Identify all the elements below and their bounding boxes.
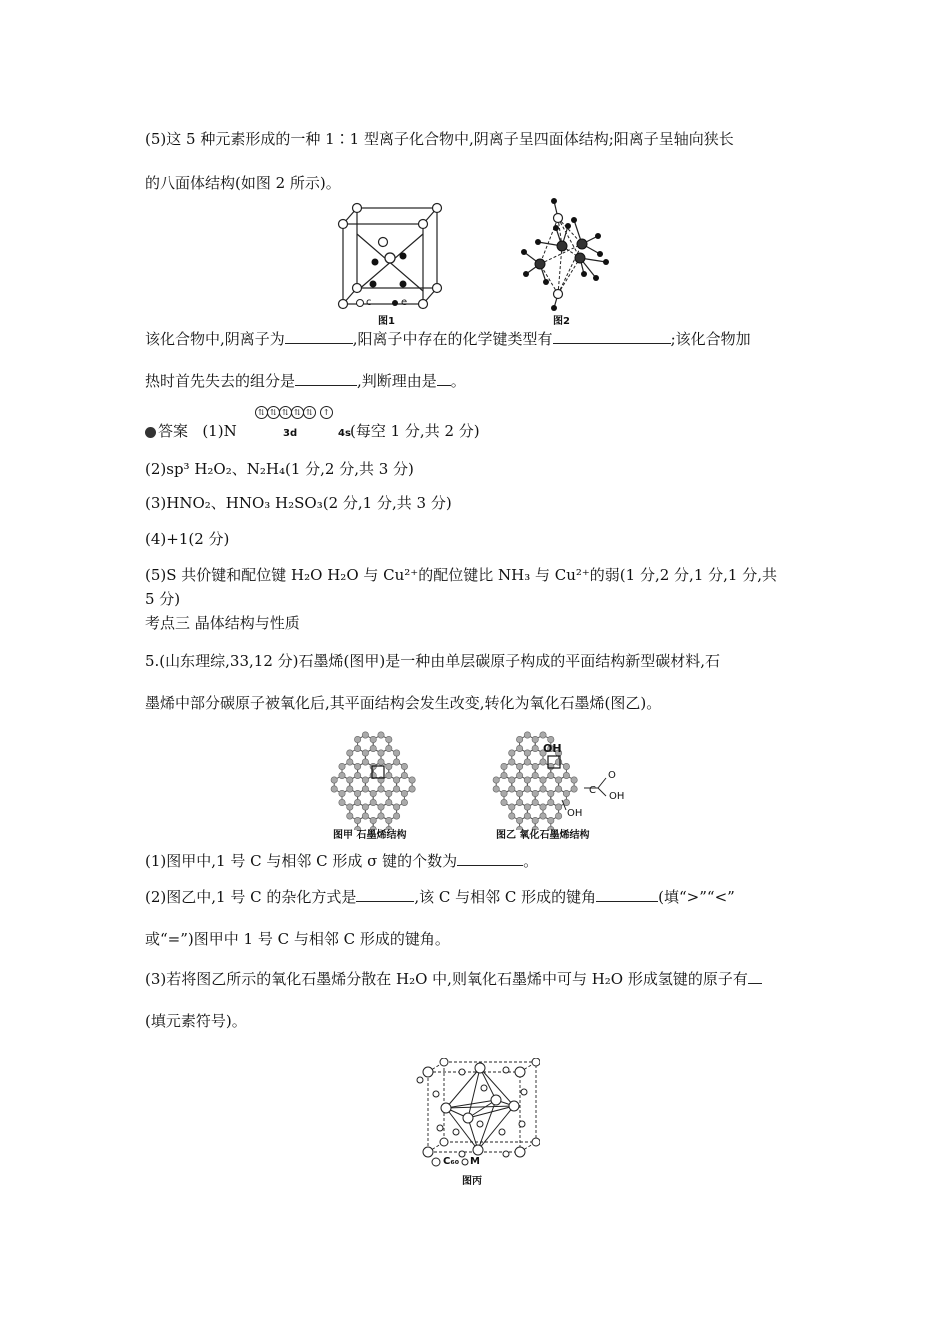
carbon-atom bbox=[524, 750, 530, 756]
carbon-atom bbox=[370, 799, 376, 805]
q5-prev-line2a: 热时首先失去的组分是 bbox=[145, 372, 296, 390]
orbital-3d-label: 3d bbox=[283, 428, 298, 439]
carbon-atom bbox=[362, 786, 368, 792]
fig-jia-caption: 图甲 石墨烯结构 bbox=[333, 830, 407, 841]
figure-1-cubic-cell bbox=[335, 196, 445, 321]
figure-jia-graphene bbox=[326, 730, 436, 830]
carbon-atom bbox=[509, 777, 515, 783]
carbon-atom bbox=[532, 817, 538, 823]
carbon-atom bbox=[331, 777, 337, 783]
oh-label-top: OH bbox=[543, 742, 562, 755]
answer-5-line2: 5 分) bbox=[145, 590, 181, 608]
orbital-4s: ↑ bbox=[320, 406, 333, 419]
carbon-atom bbox=[532, 772, 538, 778]
sigma-bond-blank[interactable] bbox=[457, 850, 523, 866]
q5-part3 bbox=[145, 968, 762, 990]
carbon-atom bbox=[393, 750, 399, 756]
carbon-atom bbox=[354, 790, 360, 796]
carbon-atom bbox=[339, 790, 345, 796]
carbon-atom bbox=[370, 790, 376, 796]
fig2-caption: 图2 bbox=[553, 316, 570, 327]
carbon-atom bbox=[331, 786, 337, 792]
cooh-c-label: C bbox=[589, 785, 596, 796]
carbon-atom bbox=[393, 759, 399, 765]
carbon-atom bbox=[347, 804, 353, 810]
carbon-atom bbox=[516, 736, 522, 742]
q5-p1-end: 。 bbox=[523, 852, 539, 870]
carbon-atom bbox=[532, 763, 538, 769]
carbon-atom bbox=[409, 777, 415, 783]
carbon-atom bbox=[524, 804, 530, 810]
carbon-atom bbox=[540, 732, 546, 738]
carbon-atom bbox=[362, 750, 368, 756]
orbital-3d-4: ⇅ bbox=[291, 406, 304, 419]
carbon-atom bbox=[555, 777, 561, 783]
carbon-atom bbox=[540, 786, 546, 792]
q5-prev-line2: 的八面体结构(如图 2 所示)。 bbox=[145, 174, 341, 192]
q5-p3a: (3)若将图乙所示的氧化石墨烯分散在 H₂O 中,则氧化石墨烯中可与 H₂O 形成氢键的原子有 bbox=[145, 970, 748, 988]
orbital-3d-5: ⇅ bbox=[303, 406, 316, 419]
carbon-atom bbox=[370, 817, 376, 823]
bond-type-blank[interactable] bbox=[553, 328, 671, 344]
carbon-atom bbox=[362, 732, 368, 738]
q5-part2-line2: 或“=”)图甲中 1 号 C 与相邻 C 形成的键角。 bbox=[145, 930, 450, 948]
carbon-atom bbox=[378, 786, 384, 792]
carbon-atom bbox=[401, 799, 407, 805]
carbon-atom bbox=[409, 786, 415, 792]
answer-4: (4)+1(2 分) bbox=[145, 530, 230, 548]
carbon-atom bbox=[386, 799, 392, 805]
figure-bing-c60-crystal bbox=[410, 1058, 540, 1170]
carbon-atom bbox=[501, 790, 507, 796]
carbon-atom bbox=[370, 736, 376, 742]
answer-3: (3)HNO₂、HNO₃ H₂SO₃(2 分,1 分,共 3 分) bbox=[145, 494, 452, 512]
q5-part3-line2: (填元素符号)。 bbox=[145, 1012, 247, 1030]
bond-angle-blank[interactable] bbox=[596, 886, 658, 902]
q5-p1-text: (1)图甲中,1 号 C 与相邻 C 形成 σ 键的个数为 bbox=[145, 852, 458, 870]
carbon-atom bbox=[362, 759, 368, 765]
legend-m: M bbox=[470, 1156, 480, 1167]
carbon-atom bbox=[354, 772, 360, 778]
carbon-atom bbox=[524, 759, 530, 765]
carbon-atom bbox=[493, 786, 499, 792]
carbon-atom bbox=[516, 790, 522, 796]
q5-p2c: (填“>”“<” bbox=[658, 888, 735, 906]
q5-line1: 5.(山东理综,33,12 分)石墨烯(图甲)是一种由单层碳原子构成的平面结构新型碳材料,石 bbox=[145, 652, 720, 670]
carbon-atom bbox=[516, 772, 522, 778]
carbon-atom bbox=[386, 763, 392, 769]
carbon-atom bbox=[362, 813, 368, 819]
q5-p2b: ,该 C 与相邻 C 形成的键角 bbox=[414, 888, 597, 906]
carbon-atom bbox=[386, 745, 392, 751]
carbon-atom bbox=[509, 750, 515, 756]
carbon-atom bbox=[501, 763, 507, 769]
carbon-atom bbox=[532, 790, 538, 796]
fig-yi-caption: 图乙 氧化石墨烯结构 bbox=[496, 830, 590, 841]
orbital-diagram bbox=[255, 402, 332, 420]
carbon-atom bbox=[386, 817, 392, 823]
figure-2-octahedral-cation bbox=[510, 196, 620, 314]
q5-prev-line1: (5)这 5 种元素形成的一种 1∶1 型离子化合物中,阴离子呈四面体结构;阳离子呈轴向狭长 bbox=[145, 130, 734, 148]
carbon-atom bbox=[378, 732, 384, 738]
carbon-atom bbox=[571, 786, 577, 792]
fig1-legend-e: e bbox=[401, 297, 408, 308]
section-title: 考点三 晶体结构与性质 bbox=[145, 614, 300, 632]
cooh-oh-label: OH bbox=[609, 791, 625, 802]
carbon-atom bbox=[347, 786, 353, 792]
carbon-atom bbox=[354, 817, 360, 823]
carbon-atom bbox=[516, 763, 522, 769]
carbon-atom bbox=[524, 732, 530, 738]
reason-blank[interactable] bbox=[437, 370, 451, 386]
carbon-atom bbox=[378, 759, 384, 765]
orbital-3d-2: ⇅ bbox=[267, 406, 280, 419]
carbon-atom bbox=[339, 799, 345, 805]
fig1-legend-c: c bbox=[366, 297, 372, 308]
carbon-atom bbox=[540, 759, 546, 765]
carbon-atom bbox=[563, 790, 569, 796]
q5-prev-question-line1 bbox=[145, 328, 751, 350]
orbital-3d-3: ⇅ bbox=[279, 406, 292, 419]
carbon-atom bbox=[516, 817, 522, 823]
answer-label: 答案 bbox=[158, 422, 189, 440]
carbon-atom bbox=[393, 786, 399, 792]
carbon-atom bbox=[540, 813, 546, 819]
carbon-atom bbox=[401, 772, 407, 778]
carbon-atom bbox=[393, 804, 399, 810]
orbital-3d-1: ⇅ bbox=[255, 406, 268, 419]
carbon-atom bbox=[386, 790, 392, 796]
carbon-atom bbox=[540, 777, 546, 783]
answer-icon bbox=[145, 427, 156, 438]
carbon-atom bbox=[347, 750, 353, 756]
carbon-atom bbox=[548, 817, 554, 823]
fig1-caption: 图1 bbox=[378, 316, 395, 327]
carbon-atom bbox=[339, 763, 345, 769]
q5-part2 bbox=[145, 886, 735, 908]
carbon-atom bbox=[540, 804, 546, 810]
carbon-atom bbox=[548, 772, 554, 778]
q5-prev-line2-end: 。 bbox=[450, 372, 466, 390]
fig-bing-caption: 图丙 bbox=[462, 1176, 482, 1187]
carbon-atom bbox=[347, 777, 353, 783]
carbon-atom bbox=[509, 786, 515, 792]
carbon-atom bbox=[532, 799, 538, 805]
carbon-atom bbox=[516, 799, 522, 805]
carbon-atom bbox=[501, 772, 507, 778]
answer-line1 bbox=[145, 420, 237, 442]
carbon-atom bbox=[378, 813, 384, 819]
hbond-atoms-blank[interactable] bbox=[748, 968, 762, 984]
q5-prev-question-line2 bbox=[145, 370, 466, 392]
component-blank[interactable] bbox=[295, 370, 357, 386]
carbon-atom bbox=[370, 745, 376, 751]
answer-1-prefix: (1)N bbox=[202, 422, 237, 440]
q5-part1 bbox=[145, 850, 538, 872]
carbon-atom bbox=[401, 790, 407, 796]
carbon-atom bbox=[563, 772, 569, 778]
carbon-atom bbox=[563, 763, 569, 769]
q5-prev-part2: ,阳离子中存在的化学键类型有 bbox=[352, 330, 553, 348]
orbital-4s-label: 4s bbox=[338, 428, 351, 439]
carbon-atom bbox=[555, 813, 561, 819]
carbon-atom bbox=[509, 813, 515, 819]
carbon-atom bbox=[532, 736, 538, 742]
carbon-atom bbox=[524, 777, 530, 783]
carbon-atom bbox=[378, 804, 384, 810]
carbon-atom bbox=[362, 777, 368, 783]
carbon-atom bbox=[532, 745, 538, 751]
carbon-atom bbox=[571, 777, 577, 783]
carbon-atom bbox=[362, 804, 368, 810]
carbon-atom bbox=[354, 799, 360, 805]
oh-label-bottom: OH bbox=[567, 808, 583, 819]
carbon-atom bbox=[548, 799, 554, 805]
carbon-atom bbox=[354, 736, 360, 742]
answer-1-note: (每空 1 分,共 2 分) bbox=[350, 422, 480, 440]
carbon-atom bbox=[509, 804, 515, 810]
answer-2: (2)sp³ H₂O₂、N₂H₄(1 分,2 分,共 3 分) bbox=[145, 460, 414, 478]
carbon-atom bbox=[354, 745, 360, 751]
hybridization-blank[interactable] bbox=[356, 886, 414, 902]
q5-prev-part1: 该化合物中,阴离子为 bbox=[145, 330, 285, 348]
carbon-atom bbox=[401, 763, 407, 769]
carbon-atom bbox=[347, 813, 353, 819]
carbon-atom bbox=[516, 745, 522, 751]
anion-blank[interactable] bbox=[285, 328, 353, 344]
q5-line2: 墨烯中部分碳原子被氧化后,其平面结构会发生改变,转化为氧化石墨烯(图乙)。 bbox=[145, 694, 662, 712]
cooh-o-label: O bbox=[608, 770, 616, 781]
q5-prev-line2b: ,判断理由是 bbox=[357, 372, 437, 390]
carbon-atom bbox=[393, 813, 399, 819]
carbon-atom bbox=[339, 772, 345, 778]
carbon-atom bbox=[524, 786, 530, 792]
carbon-atom bbox=[393, 777, 399, 783]
legend-c60: C₆₀ bbox=[443, 1156, 460, 1167]
carbon-atom bbox=[501, 799, 507, 805]
carbon-atom bbox=[493, 777, 499, 783]
q5-prev-part3: ;该化合物加 bbox=[670, 330, 751, 348]
carbon-atom bbox=[555, 759, 561, 765]
q5-p2a: (2)图乙中,1 号 C 的杂化方式是 bbox=[145, 888, 357, 906]
answer-5-line1: (5)S 共价键和配位键 H₂O H₂O 与 Cu²⁺的配位键比 NH₃ 与 Cu²⁺的弱(1 分,2 分,1 分,1 分,共 bbox=[145, 566, 777, 584]
carbon-atom bbox=[524, 813, 530, 819]
carbon-atom bbox=[548, 790, 554, 796]
carbon-atom bbox=[509, 759, 515, 765]
carbon-atom bbox=[386, 736, 392, 742]
carbon-atom bbox=[555, 804, 561, 810]
carbon-atom bbox=[347, 759, 353, 765]
carbon-atom bbox=[378, 750, 384, 756]
carbon-atom bbox=[354, 763, 360, 769]
carbon-atom bbox=[386, 772, 392, 778]
carbon-atom bbox=[555, 786, 561, 792]
